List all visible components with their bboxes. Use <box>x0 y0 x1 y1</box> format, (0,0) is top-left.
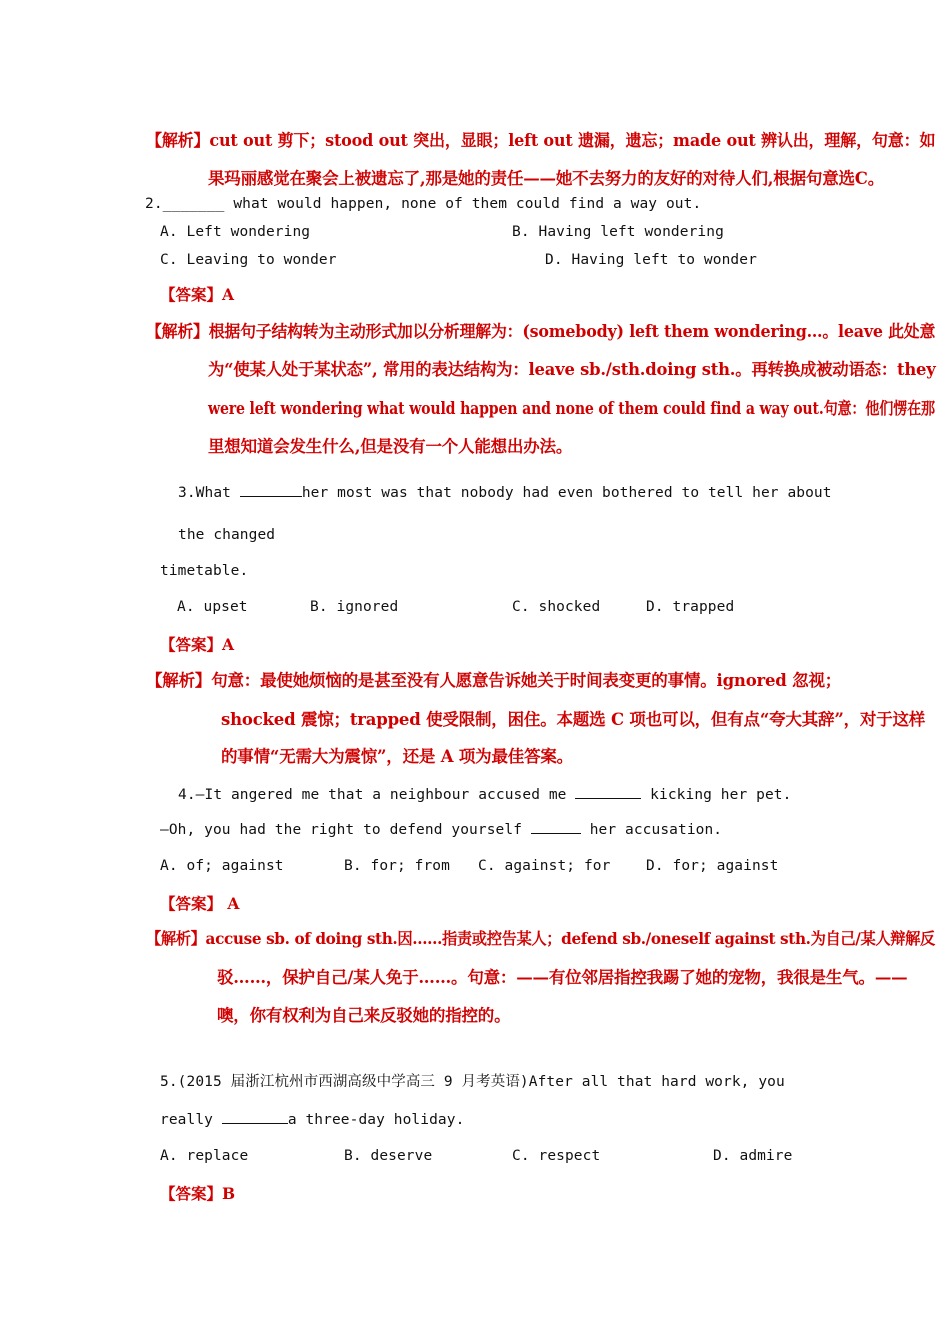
q4-analysis-line-1: 【解析】accuse sb. of doing sth.因……指责或控告某人；defend sb./oneself against sth.为自己/某人辩解反 <box>146 929 935 948</box>
q5-stem-line-2 <box>160 1112 464 1128</box>
q5-blank <box>222 1123 288 1124</box>
q4-analysis-line-3: 噢，你有权利为自己来反驳她的指控的。 <box>217 1006 511 1025</box>
q3-option-d: D. trapped <box>646 599 735 615</box>
q5-option-c: C. respect <box>512 1148 601 1164</box>
q4-stem-line-1-tail: kicking her pet. <box>641 787 792 803</box>
q3-answer: 【答案】A <box>160 635 235 654</box>
q2-blank: _______ <box>162 196 225 212</box>
q3-stem-prefix: 3.What <box>178 485 240 501</box>
q5-option-b: B. deserve <box>344 1148 433 1164</box>
q4-option-d: D. for; against <box>646 858 779 874</box>
q3-option-c: C. shocked <box>512 599 601 615</box>
q2-analysis-line-2: 为“使某人处于某状态”, 常用的表达结构为：leave sb./sth.doing sth.。再转换成被动语态：they <box>208 360 936 379</box>
q5-option-d: D. admire <box>713 1148 793 1164</box>
q2-number: 2. <box>145 196 163 212</box>
q4-option-c: C. against; for <box>478 858 611 874</box>
q4-stem-line-2-tail: her accusation. <box>580 822 723 838</box>
q3-stem-line-1 <box>178 485 832 501</box>
q2-option-a: A. Left wondering <box>160 224 311 240</box>
q5-answer: 【答案】B <box>160 1184 236 1203</box>
q3-blank <box>240 496 302 497</box>
q4-analysis-line-2: 驳……，保护自己/某人免于……。句意：——有位邻居指控我踢了她的宠物，我很是生气。—— <box>217 968 908 987</box>
q4-blank-2 <box>531 833 581 834</box>
q4-answer: 【答案】 A <box>160 894 240 913</box>
q2-answer: 【答案】A <box>160 285 235 304</box>
q3-option-a: A. upset <box>177 599 248 615</box>
q3-stem-text: her most was that nobody had even bothered to tell her about <box>301 485 832 501</box>
q2-option-d: D. Having left to wonder <box>545 252 757 268</box>
q4-option-a: A. of; against <box>160 858 284 874</box>
q4-stem-line-1 <box>178 787 791 803</box>
q2-analysis-line-1: 【解析】根据句子结构转为主动形式加以分析理解为：(somebody) left them wondering…。leave 此处意 <box>146 322 936 341</box>
q4-option-b: B. for; from <box>344 858 450 874</box>
q3-stem-line-3: timetable. <box>160 563 249 579</box>
q2-analysis-line-3: were left wondering what would happen and none of them could find a way out.句意：他们愣在那 <box>208 399 935 418</box>
q2-stem-text: what would happen, none of them could find a way out. <box>224 196 702 212</box>
q4-stem-line-2-text: —Oh, you had the right to defend yourself <box>160 822 531 838</box>
q4-stem-line-2 <box>160 822 722 838</box>
q4-blank-1 <box>575 798 641 799</box>
q3-stem-line-2: the changed <box>178 527 276 543</box>
q3-analysis-line-1: 【解析】句意：最使她烦恼的是甚至没有人愿意告诉她关于时间表变更的事情。ignored 忽视； <box>146 671 842 690</box>
q2-analysis-line-4: 里想知道会发生什么,但是没有一个人能想出办法。 <box>208 437 573 456</box>
q5-stem-line-2-text: really <box>160 1112 222 1128</box>
q1-analysis-line-2: 果玛丽感觉在聚会上被遗忘了,那是她的责任——她不去努力的友好的对待人们,根据句意选C。 <box>208 169 885 188</box>
q2-option-b: B. Having left wondering <box>512 224 724 240</box>
q2-option-c: C. Leaving to wonder <box>160 252 337 268</box>
q3-analysis-line-3: 的事情“无需大为震惊”，还是 A 项为最佳答案。 <box>221 747 573 766</box>
q5-stem-line-2-tail: a three-day holiday. <box>287 1112 465 1128</box>
q5-stem-line-1: 5.(2015 届浙江杭州市西湖高级中学高三 9 月考英语)After all that hard work, you <box>160 1074 785 1090</box>
q1-analysis-line-1: 【解析】cut out 剪下；stood out 突出，显眼；left out 遗漏，遗忘；made out 辨认出，理解，句意：如 <box>146 131 936 150</box>
q4-stem-line-1-text: 4.—It angered me that a neighbour accused me <box>178 787 576 803</box>
q3-option-b: B. ignored <box>310 599 399 615</box>
q5-option-a: A. replace <box>160 1148 249 1164</box>
q3-analysis-line-2: shocked 震惊；trapped 使受限制，困住。本题选 C 项也可以，但有点“夸大其辞”，对于这样 <box>221 710 926 729</box>
q2-stem <box>145 196 701 212</box>
